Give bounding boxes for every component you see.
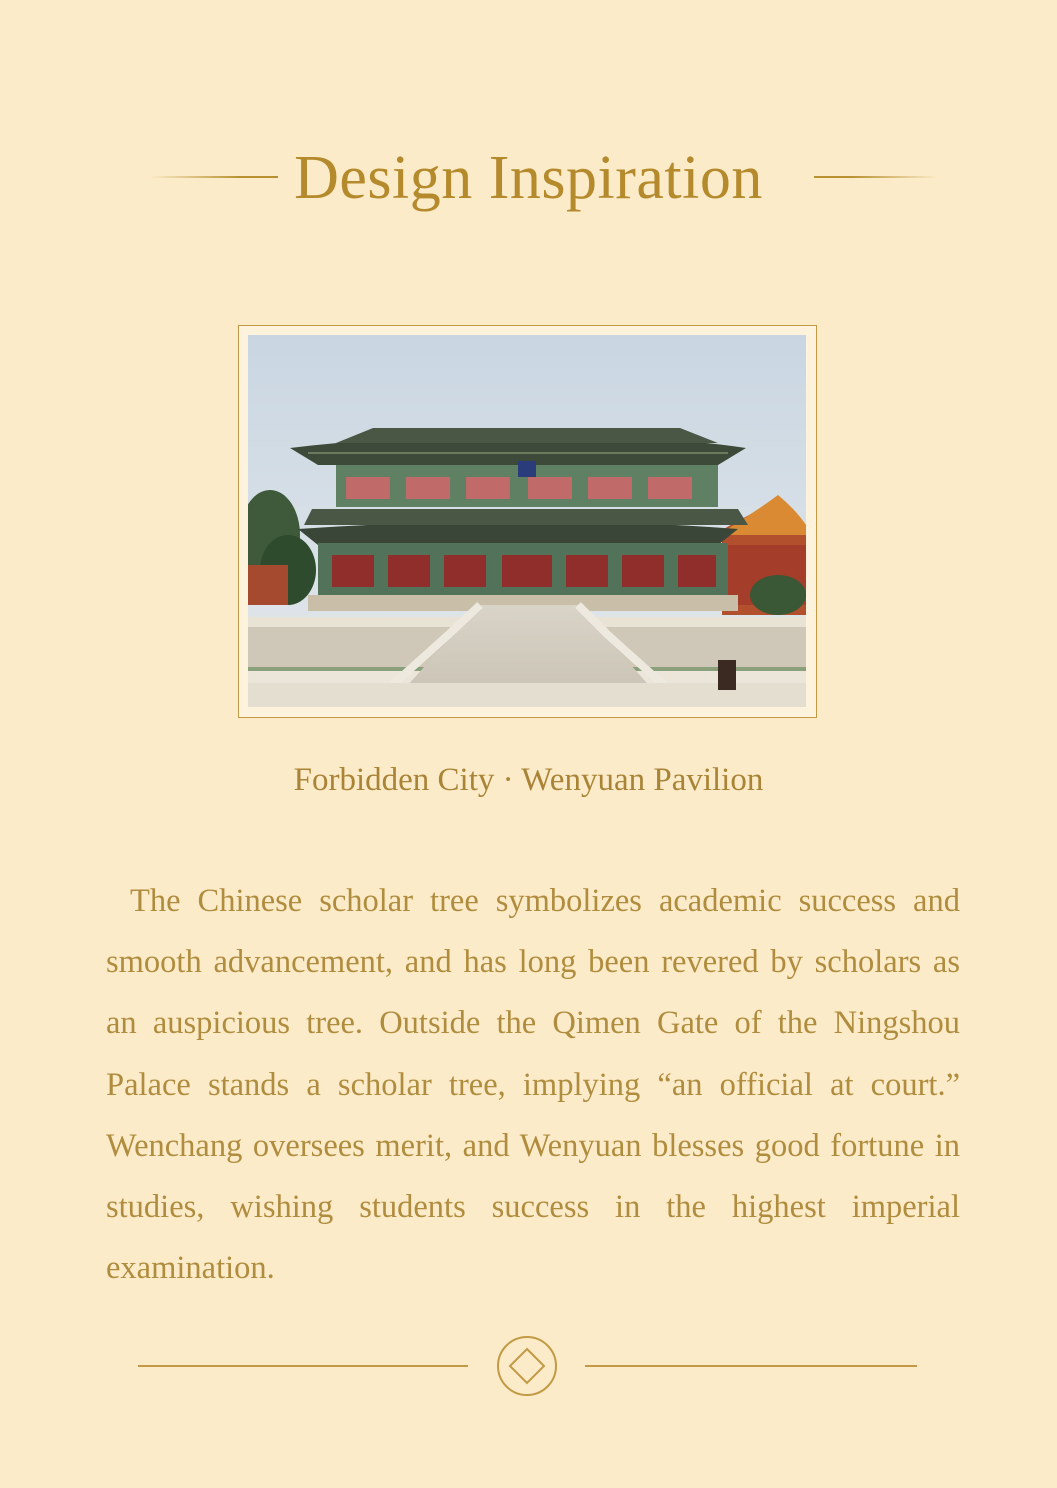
title-row: [0, 140, 1057, 220]
title-divider-right: [814, 176, 938, 178]
pavilion-photo: [248, 335, 806, 707]
page-title: Design Inspiration: [294, 144, 763, 212]
ornament-line-right: [585, 1365, 917, 1367]
body-paragraph: The Chinese scholar tree symbolizes academic success and smooth advancement, and has long been revered by scholars as an auspicious tree. Outside the Qimen Gate of the Ningshou Palace stands a scholar tree, implying “an official at court.” Wenchang oversees merit, and Wenyuan blesses good fortune in studies, wishing students success in the highest imperial examination.: [106, 883, 960, 1287]
diamond-in-circle-icon: [496, 1335, 558, 1397]
photo-frame: [238, 325, 817, 718]
ornament-line-left: [138, 1365, 468, 1367]
photo-caption: Forbidden City · Wenyuan Pavilion: [293, 762, 764, 798]
bottom-ornament: [0, 1335, 1057, 1399]
